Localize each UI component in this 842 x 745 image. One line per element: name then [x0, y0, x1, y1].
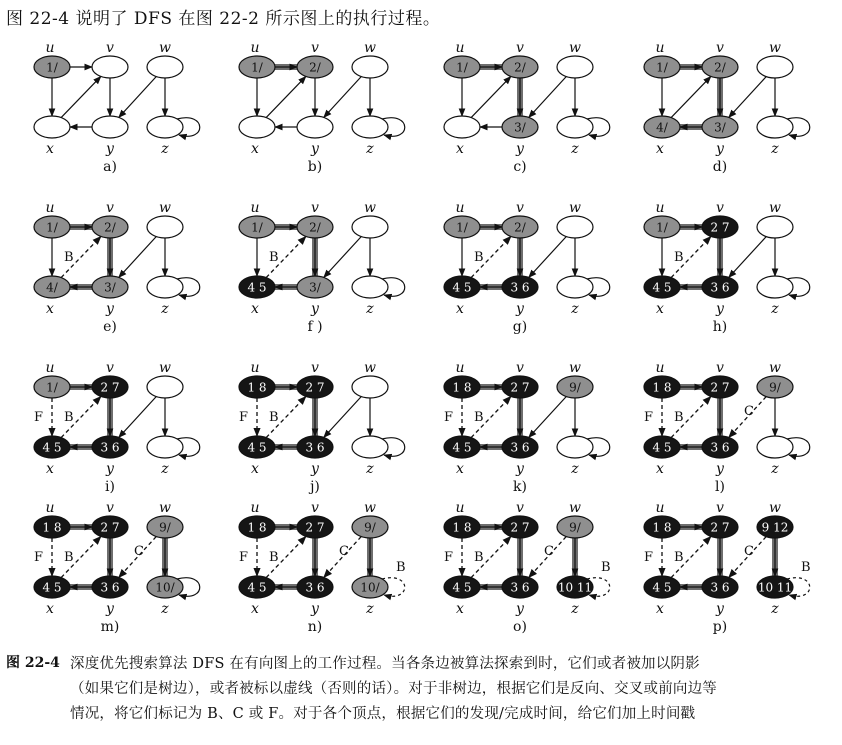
timestamp: 4 5: [652, 440, 672, 455]
edge-label: B: [396, 560, 406, 575]
dfs-panel: [34, 360, 200, 495]
timestamp: 4 5: [42, 580, 62, 595]
graph-edge: [529, 77, 566, 118]
vertex-z: [757, 436, 793, 458]
vertex-name: x: [456, 141, 464, 157]
vertex-w: [147, 216, 183, 238]
vertex-name: x: [656, 141, 664, 157]
vertex-name: u: [655, 40, 665, 56]
graph-edge: [119, 397, 156, 438]
timestamp: 1/: [656, 220, 668, 235]
vertex-name: v: [106, 200, 114, 216]
panel-label: l): [715, 479, 725, 495]
timestamp: 2 7: [100, 380, 120, 395]
vertex-name: u: [250, 500, 260, 516]
vertex-name: u: [45, 360, 55, 376]
vertex-name: x: [251, 301, 259, 317]
timestamp: 4 5: [452, 440, 472, 455]
timestamp: 3 6: [100, 440, 120, 455]
vertex-name: u: [455, 360, 465, 376]
timestamp: 4 5: [452, 580, 472, 595]
timestamp: 9/: [364, 520, 376, 535]
vertex-name: y: [106, 461, 114, 477]
vertex-x: [239, 116, 275, 138]
graph-edge: [729, 237, 766, 278]
panel-label: p): [712, 619, 728, 635]
vertex-w: [557, 56, 593, 78]
timestamp: 2 7: [710, 380, 730, 395]
vertex-name: v: [716, 500, 724, 516]
vertex-name: x: [46, 601, 54, 617]
vertex-name: y: [311, 461, 319, 477]
timestamp: 3 6: [710, 580, 730, 595]
timestamp: 4 5: [652, 580, 672, 595]
timestamp: 1 8: [247, 380, 267, 395]
dfs-panel: [444, 40, 610, 175]
timestamp: 3/: [514, 120, 526, 135]
vertex-name: w: [769, 200, 781, 216]
vertex-name: v: [311, 200, 319, 216]
dfs-panel: [644, 200, 810, 335]
vertex-name: y: [106, 301, 114, 317]
timestamp: 1/: [656, 60, 668, 75]
panel-label: i): [105, 479, 115, 495]
vertex-name: w: [364, 360, 376, 376]
vertex-name: v: [516, 40, 524, 56]
timestamp: 2/: [514, 220, 526, 235]
vertex-w: [352, 56, 388, 78]
vertex-name: z: [161, 141, 169, 157]
vertex-w: [352, 216, 388, 238]
edge-label: F: [239, 550, 249, 565]
vertex-z: [757, 276, 793, 298]
edge-label: C: [744, 404, 754, 419]
vertex-name: x: [456, 461, 464, 477]
edge-label: F: [239, 410, 249, 425]
timestamp: 1 8: [652, 380, 672, 395]
panel-label: g): [512, 319, 528, 335]
timestamp: 3 6: [510, 280, 530, 295]
timestamp: 2/: [714, 60, 726, 75]
dfs-panel: [239, 200, 405, 335]
vertex-w: [757, 56, 793, 78]
vertex-name: v: [106, 500, 114, 516]
edge-label: B: [64, 410, 74, 425]
edge-label: C: [544, 544, 554, 559]
vertex-name: w: [159, 360, 171, 376]
vertex-name: y: [516, 601, 524, 617]
dfs-panel: [34, 200, 200, 335]
edge-label: B: [474, 250, 484, 265]
timestamp: 1/: [46, 380, 58, 395]
graph-edge: [119, 77, 156, 118]
vertex-name: w: [159, 500, 171, 516]
timestamp: 3 6: [305, 440, 325, 455]
timestamp: 3 6: [510, 580, 530, 595]
dfs-panel: [644, 500, 811, 635]
timestamp: 4 5: [652, 280, 672, 295]
vertex-name: y: [311, 601, 319, 617]
timestamp: 4 5: [247, 440, 267, 455]
timestamp: 1/: [251, 60, 263, 75]
vertex-name: x: [251, 461, 259, 477]
edge-label: C: [134, 544, 144, 559]
vertex-name: x: [656, 461, 664, 477]
timestamp: 2 7: [510, 380, 530, 395]
timestamp: 10 11: [557, 580, 593, 595]
edge-label: B: [801, 560, 811, 575]
timestamp: 2 7: [510, 520, 530, 535]
dfs-panel: [239, 40, 405, 175]
vertex-z: [147, 436, 183, 458]
edge-label: B: [64, 550, 74, 565]
vertex-name: u: [655, 500, 665, 516]
graph-edge: [529, 397, 566, 438]
timestamp: 3/: [714, 120, 726, 135]
vertex-name: w: [569, 40, 581, 56]
panel-label: k): [513, 479, 527, 495]
timestamp: 4/: [656, 120, 668, 135]
vertex-z: [557, 276, 593, 298]
vertex-name: z: [366, 141, 374, 157]
vertex-y: [297, 116, 333, 138]
graph-edge: [471, 76, 511, 117]
timestamp: 9/: [569, 380, 581, 395]
graph-edge: [61, 76, 101, 117]
vertex-name: v: [716, 360, 724, 376]
panel-label: f ): [307, 319, 323, 335]
vertex-w: [147, 56, 183, 78]
timestamp: 10 11: [757, 580, 793, 595]
timestamp: 3/: [104, 280, 116, 295]
timestamp: 4/: [46, 280, 58, 295]
dfs-panel: [644, 360, 810, 495]
vertex-w: [352, 376, 388, 398]
vertex-name: u: [455, 200, 465, 216]
panel-label: h): [712, 319, 728, 335]
timestamp: 2 7: [305, 380, 325, 395]
edge-label: F: [34, 410, 44, 425]
vertex-name: u: [455, 40, 465, 56]
edge-label: F: [444, 550, 454, 565]
vertex-w: [557, 216, 593, 238]
vertex-name: w: [364, 40, 376, 56]
vertex-name: w: [769, 500, 781, 516]
vertex-name: v: [106, 40, 114, 56]
timestamp: 3 6: [710, 280, 730, 295]
timestamp: 2/: [309, 220, 321, 235]
edge-label: B: [269, 250, 279, 265]
timestamp: 2/: [309, 60, 321, 75]
vertex-z: [352, 436, 388, 458]
timestamp: 1/: [251, 220, 263, 235]
caption-line-1: 深度优先搜索算法 DFS 在有向图上的工作过程。当各条边被算法探索到时，它们或者被加以阴影: [70, 656, 700, 672]
vertex-name: v: [516, 500, 524, 516]
edge-label: B: [64, 250, 74, 265]
panel-label: c): [513, 159, 527, 175]
edge-label: F: [34, 550, 44, 565]
vertex-name: z: [366, 301, 374, 317]
timestamp: 2 7: [710, 520, 730, 535]
vertex-name: z: [366, 601, 374, 617]
vertex-name: x: [656, 301, 664, 317]
vertex-name: z: [771, 141, 779, 157]
timestamp: 2/: [104, 220, 116, 235]
vertex-z: [557, 436, 593, 458]
timestamp: 3 6: [305, 580, 325, 595]
vertex-name: y: [716, 601, 724, 617]
dfs-panel: [34, 40, 200, 175]
edge-label: C: [339, 544, 349, 559]
vertex-name: w: [769, 40, 781, 56]
dfs-panel: [444, 200, 610, 335]
vertex-name: y: [516, 461, 524, 477]
timestamp: 3 6: [710, 440, 730, 455]
edge-label: C: [744, 544, 754, 559]
edge-label: F: [644, 410, 654, 425]
vertex-z: [147, 116, 183, 138]
timestamp: 3 6: [100, 580, 120, 595]
vertex-name: w: [569, 360, 581, 376]
edge-label: B: [474, 410, 484, 425]
vertex-name: w: [569, 200, 581, 216]
vertex-z: [147, 276, 183, 298]
timestamp: 4 5: [452, 280, 472, 295]
vertex-name: z: [161, 601, 169, 617]
panel-label: j): [310, 479, 320, 495]
vertex-name: z: [161, 301, 169, 317]
vertex-w: [147, 376, 183, 398]
timestamp: 1/: [46, 60, 58, 75]
vertex-name: v: [516, 200, 524, 216]
edge-label: B: [674, 250, 684, 265]
vertex-name: v: [716, 40, 724, 56]
timestamp: 9/: [769, 380, 781, 395]
vertex-x: [34, 116, 70, 138]
timestamp: 3/: [309, 280, 321, 295]
edge-label: F: [644, 550, 654, 565]
vertex-name: z: [571, 301, 579, 317]
vertex-name: v: [311, 500, 319, 516]
vertex-name: x: [46, 461, 54, 477]
caption-line-3: 情况，将它们标记为 B、C 或 F。对于各个顶点，根据它们的发现/完成时间，给它们加上时间戳: [70, 706, 696, 722]
vertex-name: z: [366, 461, 374, 477]
edge-label: B: [474, 550, 484, 565]
vertex-name: w: [364, 200, 376, 216]
timestamp: 2 7: [710, 220, 730, 235]
vertex-name: w: [769, 360, 781, 376]
panel-label: n): [307, 619, 323, 635]
vertex-name: x: [251, 141, 259, 157]
vertex-z: [352, 276, 388, 298]
vertex-name: x: [46, 141, 54, 157]
vertex-name: u: [45, 500, 55, 516]
vertex-name: u: [250, 40, 260, 56]
vertex-name: w: [159, 40, 171, 56]
dfs-panel: [34, 500, 200, 635]
vertex-name: z: [771, 461, 779, 477]
panel-label: a): [103, 159, 117, 175]
edge-label: B: [269, 550, 279, 565]
vertex-name: y: [516, 141, 524, 157]
vertex-name: w: [569, 500, 581, 516]
edge-label: B: [674, 410, 684, 425]
vertex-v: [92, 56, 128, 78]
vertex-name: u: [455, 500, 465, 516]
timestamp: 4 5: [247, 580, 267, 595]
timestamp: 2 7: [305, 520, 325, 535]
edge-label: B: [674, 550, 684, 565]
vertex-name: u: [45, 40, 55, 56]
timestamp: 1 8: [652, 520, 672, 535]
edge-label: B: [269, 410, 279, 425]
timestamp: 1 8: [452, 380, 472, 395]
panel-label: o): [513, 619, 527, 635]
vertex-y: [92, 116, 128, 138]
vertex-name: z: [571, 601, 579, 617]
panel-label: d): [712, 159, 728, 175]
vertex-name: z: [571, 461, 579, 477]
vertex-name: w: [159, 200, 171, 216]
caption-line-2: （如果它们是树边），或者被标以虚线（否则的话）。对于非树边，根据它们是反向、交叉或前向边等: [70, 681, 717, 697]
timestamp: 1 8: [42, 520, 62, 535]
dfs-panel: [644, 40, 810, 175]
timestamp: 10/: [360, 580, 380, 595]
timestamp: 10/: [155, 580, 175, 595]
dfs-panel: [444, 360, 610, 495]
dfs-panel: [239, 500, 406, 635]
vertex-name: z: [161, 461, 169, 477]
graph-edge: [324, 77, 361, 118]
vertex-name: v: [716, 200, 724, 216]
timestamp: 1/: [46, 220, 58, 235]
vertex-z: [557, 116, 593, 138]
page-heading: 图 22-4 说明了 DFS 在图 22-2 所示图上的执行过程。: [6, 9, 441, 29]
vertex-name: x: [456, 301, 464, 317]
vertex-name: u: [250, 360, 260, 376]
vertex-w: [757, 216, 793, 238]
graph-edge: [119, 237, 156, 278]
vertex-name: u: [655, 360, 665, 376]
vertex-name: v: [516, 360, 524, 376]
graph-edge: [671, 76, 711, 117]
vertex-name: y: [106, 141, 114, 157]
vertex-name: z: [571, 141, 579, 157]
panel-label: b): [307, 159, 323, 175]
vertex-name: v: [311, 40, 319, 56]
timestamp: 3 6: [510, 440, 530, 455]
vertex-name: v: [106, 360, 114, 376]
timestamp: 2 7: [100, 520, 120, 535]
timestamp: 4 5: [247, 280, 267, 295]
vertex-name: y: [716, 141, 724, 157]
vertex-name: x: [456, 601, 464, 617]
panel-label: m): [100, 619, 120, 635]
panel-label: e): [103, 319, 117, 335]
vertex-name: u: [655, 200, 665, 216]
timestamp: 9 12: [761, 520, 789, 535]
timestamp: 1 8: [452, 520, 472, 535]
dfs-panel: [444, 500, 611, 635]
graph-edge: [529, 237, 566, 278]
graph-edge: [266, 76, 306, 117]
vertex-name: u: [250, 200, 260, 216]
vertex-z: [352, 116, 388, 138]
vertex-name: w: [364, 500, 376, 516]
edge-label: F: [444, 410, 454, 425]
vertex-name: y: [106, 601, 114, 617]
vertex-name: y: [716, 461, 724, 477]
vertex-name: v: [311, 360, 319, 376]
vertex-name: y: [716, 301, 724, 317]
vertex-name: z: [771, 301, 779, 317]
vertex-name: x: [46, 301, 54, 317]
dfs-panel: [239, 360, 405, 495]
timestamp: 4 5: [42, 440, 62, 455]
graph-edge: [324, 237, 361, 278]
timestamp: 1/: [456, 220, 468, 235]
vertex-name: u: [45, 200, 55, 216]
vertex-name: y: [311, 141, 319, 157]
vertex-z: [757, 116, 793, 138]
vertex-name: x: [251, 601, 259, 617]
vertex-name: y: [516, 301, 524, 317]
vertex-name: y: [311, 301, 319, 317]
vertex-x: [444, 116, 480, 138]
timestamp: 9/: [159, 520, 171, 535]
timestamp: 1 8: [247, 520, 267, 535]
timestamp: 9/: [569, 520, 581, 535]
graph-edge: [324, 397, 361, 438]
edge-label: B: [601, 560, 611, 575]
vertex-name: x: [656, 601, 664, 617]
timestamp: 2/: [514, 60, 526, 75]
vertex-name: z: [771, 601, 779, 617]
timestamp: 1/: [456, 60, 468, 75]
graph-edge: [729, 77, 766, 118]
caption-label: 图 22-4: [6, 655, 60, 671]
